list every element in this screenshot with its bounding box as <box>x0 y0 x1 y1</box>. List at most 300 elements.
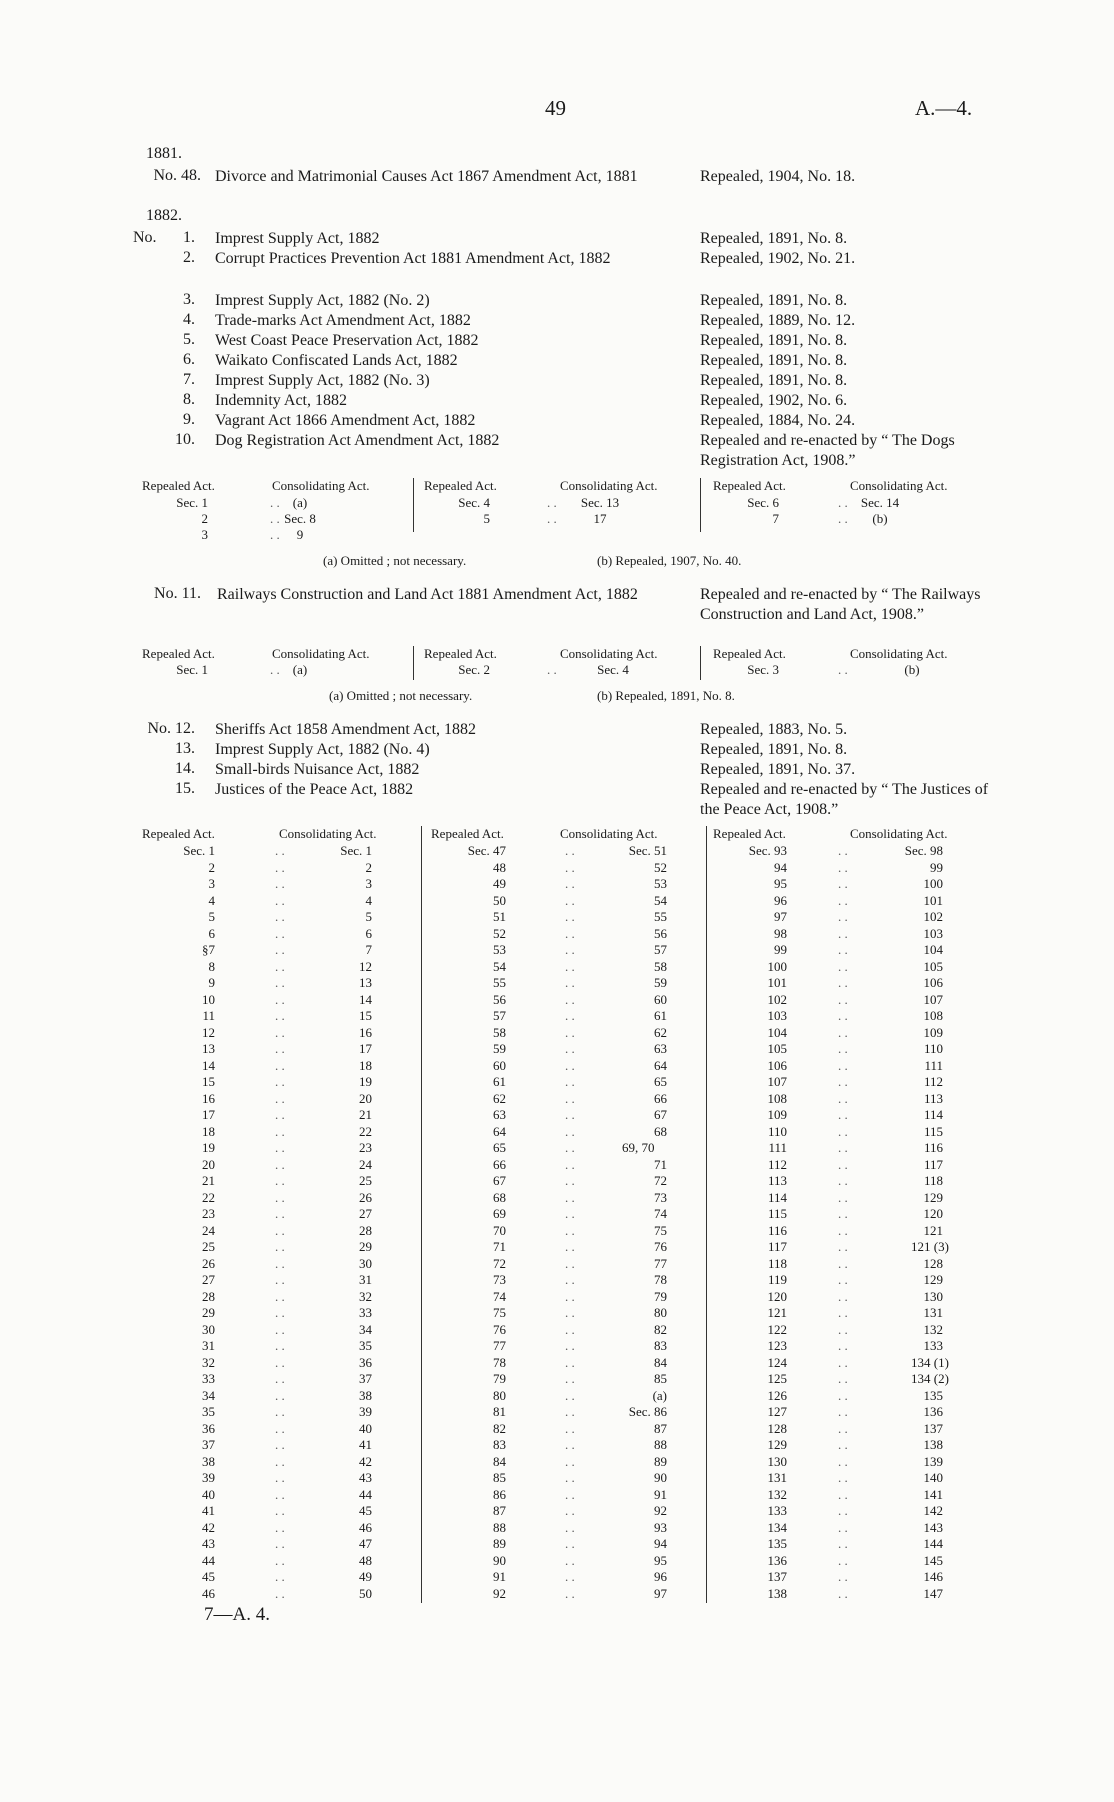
column-divider <box>421 826 422 1603</box>
consolidating-section: 120 <box>923 1206 943 1221</box>
act-status: Repealed, 1891, No. 8. <box>700 292 848 309</box>
leader-dots: . . <box>565 1519 575 1535</box>
consolidating-section: 142 <box>923 1503 943 1518</box>
repealed-section: 61 <box>493 1074 506 1089</box>
repealed-section: 3 <box>201 527 208 542</box>
column-header-consolidating: Consolidating Act. <box>272 646 370 661</box>
repealed-section: 46 <box>202 1585 215 1601</box>
leader-dots: . . <box>838 942 848 957</box>
consolidating-section: 69, 70 <box>622 1140 655 1155</box>
leader-dots: . . <box>565 876 575 891</box>
consolidating-section: 24 <box>359 1156 372 1172</box>
repealed-section: 50 <box>493 892 506 908</box>
consolidating-section: 49 <box>359 1569 372 1584</box>
consolidating-section: 21 <box>359 1107 372 1122</box>
consolidating-section: 55 <box>654 909 667 924</box>
leader-dots: . . <box>275 1536 285 1551</box>
leader-dots: . . <box>270 527 280 542</box>
repealed-section: 107 <box>767 1074 787 1089</box>
repealed-section: 134 <box>767 1519 787 1535</box>
consolidating-section: Sec. 14 <box>860 495 900 510</box>
repealed-section: 105 <box>767 1041 787 1056</box>
repealed-section: Sec. 4 <box>458 495 490 510</box>
repealed-section: 91 <box>493 1569 506 1584</box>
leader-dots: . . <box>838 1288 848 1304</box>
leader-dots: . . <box>565 1074 575 1089</box>
leader-dots: . . <box>565 1140 575 1155</box>
consolidating-section: 97 <box>654 1585 667 1601</box>
consolidating-section: 89 <box>654 1453 667 1469</box>
leader-dots: . . <box>275 1140 285 1155</box>
leader-dots: . . <box>838 925 848 941</box>
repealed-section: 58 <box>493 1024 506 1040</box>
consolidating-section: 94 <box>654 1536 667 1551</box>
repealed-section: 86 <box>493 1486 506 1502</box>
leader-dots: . . <box>565 1239 575 1254</box>
leader-dots: . . <box>565 1090 575 1106</box>
repealed-section: 4 <box>208 892 215 908</box>
repealed-section: 7 <box>772 511 779 526</box>
act-number: 14. <box>175 760 195 777</box>
consolidating-section: 46 <box>359 1519 372 1535</box>
leader-dots: . . <box>275 1272 285 1287</box>
repealed-section: 39 <box>202 1470 215 1485</box>
repealed-section: 8 <box>208 958 215 974</box>
leader-dots: . . <box>275 1189 285 1205</box>
act-number: 8. <box>183 391 195 408</box>
leader-dots: . . <box>275 1107 285 1122</box>
repealed-section: 124 <box>767 1354 787 1370</box>
leader-dots: . . <box>565 1387 575 1403</box>
leader-dots: . . <box>275 1437 285 1452</box>
consolidating-section: 112 <box>923 1074 943 1089</box>
consolidating-section: 134 (2) <box>911 1371 949 1386</box>
leader-dots: . . <box>838 1090 848 1106</box>
act-number: 1. <box>183 229 195 246</box>
consolidating-section: 90 <box>654 1470 667 1485</box>
act-status: Repealed, 1891, No. 8. <box>700 372 848 389</box>
consolidating-section: 18 <box>359 1057 372 1073</box>
consolidating-section: 113 <box>923 1090 943 1106</box>
repealed-section: 127 <box>767 1404 787 1419</box>
column-divider <box>413 646 414 680</box>
leader-dots: . . <box>565 1189 575 1205</box>
column-divider <box>413 478 414 532</box>
consolidating-section: 7 <box>365 942 372 957</box>
leader-dots: . . <box>275 1354 285 1370</box>
repealed-section: 55 <box>493 975 506 990</box>
repealed-section: 104 <box>767 1024 787 1040</box>
consolidating-section: 133 <box>923 1338 943 1353</box>
leader-dots: . . <box>565 1437 575 1452</box>
leader-dots: . . <box>838 1519 848 1535</box>
column-header-consolidating: Consolidating Act. <box>850 826 948 841</box>
repealed-section: 131 <box>767 1470 787 1485</box>
leader-dots: . . <box>565 1008 575 1023</box>
consolidating-section: 138 <box>923 1437 943 1452</box>
consolidating-section: 57 <box>654 942 667 957</box>
leader-dots: . . <box>275 1420 285 1436</box>
repealed-section: 49 <box>493 876 506 891</box>
repealed-section: 122 <box>767 1321 787 1337</box>
leader-dots: . . <box>275 975 285 990</box>
consolidating-section: 77 <box>654 1255 667 1271</box>
leader-dots: . . <box>565 1288 575 1304</box>
leader-dots: . . <box>275 1041 285 1056</box>
repealed-section: 45 <box>202 1569 215 1584</box>
leader-dots: . . <box>565 859 575 875</box>
repealed-section: 11 <box>202 1008 215 1023</box>
consolidating-section: 76 <box>654 1239 667 1254</box>
leader-dots: . . <box>275 1321 285 1337</box>
repealed-section: 14 <box>202 1057 215 1073</box>
repealed-section: 80 <box>493 1387 506 1403</box>
consolidating-section: 43 <box>359 1470 372 1485</box>
leader-dots: . . <box>838 1024 848 1040</box>
leader-dots: . . <box>565 1156 575 1172</box>
act-title: Small-birds Nuisance Act, 1882 <box>215 761 420 778</box>
repealed-section: 133 <box>767 1503 787 1518</box>
consolidating-section: 132 <box>923 1321 943 1337</box>
repealed-section: 117 <box>767 1239 787 1254</box>
repealed-section: 24 <box>202 1222 215 1238</box>
repealed-section: 10 <box>202 991 215 1007</box>
leader-dots: . . <box>838 1470 848 1485</box>
leader-dots: . . <box>565 1173 575 1188</box>
repealed-section: 67 <box>493 1173 506 1188</box>
consolidating-section: 116 <box>923 1140 943 1155</box>
column-header-repealed: Repealed Act. <box>424 646 497 661</box>
consolidating-section: 42 <box>359 1453 372 1469</box>
leader-dots: . . <box>275 876 285 891</box>
leader-dots: . . <box>275 1453 285 1469</box>
consolidating-section: 14 <box>359 991 372 1007</box>
leader-dots: . . <box>838 1321 848 1337</box>
consolidating-section: 108 <box>923 1008 943 1023</box>
consolidating-section: 20 <box>359 1090 372 1106</box>
act-status: Repealed, 1891, No. 8. <box>700 230 848 247</box>
consolidating-section: 135 <box>923 1387 943 1403</box>
consolidating-section: 15 <box>359 1008 372 1023</box>
repealed-section: 108 <box>767 1090 787 1106</box>
repealed-section: Sec. 6 <box>747 495 779 510</box>
repealed-section: 77 <box>493 1338 506 1353</box>
consolidating-section: 96 <box>654 1569 667 1584</box>
consolidating-section: 17 <box>359 1041 372 1056</box>
repealed-section: 35 <box>202 1404 215 1419</box>
consolidating-section: 50 <box>359 1585 372 1601</box>
repealed-section: 95 <box>774 876 787 891</box>
leader-dots: . . <box>838 1222 848 1238</box>
leader-dots: . . <box>565 1338 575 1353</box>
year-heading-1881: 1881. <box>146 145 182 162</box>
consolidating-section: 52 <box>654 859 667 875</box>
repealed-section: 34 <box>202 1387 215 1403</box>
repealed-section: 13 <box>202 1041 215 1056</box>
consolidating-section: 107 <box>923 991 943 1007</box>
repealed-section: 89 <box>493 1536 506 1551</box>
repealed-section: 87 <box>493 1503 506 1518</box>
consolidating-section: 74 <box>654 1206 667 1221</box>
leader-dots: . . <box>270 662 280 677</box>
leader-dots: . . <box>275 1387 285 1403</box>
consolidating-section: 141 <box>923 1486 943 1502</box>
leader-dots: . . <box>838 1206 848 1221</box>
leader-dots: . . <box>275 1503 285 1518</box>
leader-dots: . . <box>838 1239 848 1254</box>
repealed-section: 32 <box>202 1354 215 1370</box>
repealed-section: §7 <box>202 942 215 957</box>
act-title: Imprest Supply Act, 1882 (No. 3) <box>215 372 430 389</box>
column-header-repealed: Repealed Act. <box>424 478 497 493</box>
consolidating-section: 16 <box>359 1024 372 1040</box>
consolidating-section: 85 <box>654 1371 667 1386</box>
leader-dots: . . <box>275 1239 285 1254</box>
repealed-section: 123 <box>767 1338 787 1353</box>
leader-dots: . . <box>275 942 285 957</box>
year-heading-1882: 1882. <box>146 207 182 224</box>
act-status: Repealed, 1891, No. 37. <box>700 761 856 778</box>
leader-dots: . . <box>565 1470 575 1485</box>
act-title: Imprest Supply Act, 1882 (No. 2) <box>215 292 430 309</box>
column-header-repealed: Repealed Act. <box>713 478 786 493</box>
leader-dots: . . <box>565 1255 575 1271</box>
act-title: Dog Registration Act Amendment Act, 1882 <box>215 432 500 449</box>
leader-dots: . . <box>565 1569 575 1584</box>
act-number: 10. <box>175 431 195 448</box>
leader-dots: . . <box>565 991 575 1007</box>
repealed-section: 114 <box>767 1189 787 1205</box>
repealed-section: 84 <box>493 1453 506 1469</box>
repealed-section: 99 <box>774 942 787 957</box>
act-title: Corrupt Practices Prevention Act 1881 Amendment Act, 1882 <box>215 250 611 267</box>
leader-dots: . . <box>838 1057 848 1073</box>
repealed-section: 75 <box>493 1305 506 1320</box>
consolidating-section: 146 <box>923 1569 943 1584</box>
repealed-section: 33 <box>202 1371 215 1386</box>
leader-dots: . . <box>565 1536 575 1551</box>
repealed-section: 52 <box>493 925 506 941</box>
leader-dots: . . <box>275 843 285 858</box>
consolidating-section: 29 <box>359 1239 372 1254</box>
act-status: Repealed, 1902, No. 21. <box>700 250 856 267</box>
leader-dots: . . <box>838 511 848 526</box>
repealed-section: 60 <box>493 1057 506 1073</box>
column-header-repealed: Repealed Act. <box>713 826 786 841</box>
leader-dots: . . <box>565 1222 575 1238</box>
leader-dots: . . <box>275 1338 285 1353</box>
repealed-section: 126 <box>767 1387 787 1403</box>
leader-dots: . . <box>838 1338 848 1353</box>
act-title: Justices of the Peace Act, 1882 <box>215 781 414 798</box>
leader-dots: . . <box>838 876 848 891</box>
column-divider <box>700 646 701 680</box>
consolidating-section: 19 <box>359 1074 372 1089</box>
repealed-section: 25 <box>202 1239 215 1254</box>
leader-dots: . . <box>838 1074 848 1089</box>
repealed-section: 22 <box>202 1189 215 1205</box>
consolidating-section: 100 <box>923 876 943 891</box>
consolidating-section: 23 <box>359 1140 372 1155</box>
consolidating-section: 109 <box>923 1024 943 1040</box>
repealed-section: 64 <box>493 1123 506 1139</box>
consolidating-section: 78 <box>654 1272 667 1287</box>
repealed-section: 128 <box>767 1420 787 1436</box>
leader-dots: . . <box>565 1486 575 1502</box>
consolidating-section: 111 <box>924 1057 943 1073</box>
consolidating-section: 105 <box>923 958 943 974</box>
repealed-section: 63 <box>493 1107 506 1122</box>
repealed-section: 72 <box>493 1255 506 1271</box>
repealed-section: 18 <box>202 1123 215 1139</box>
consolidating-section: Sec. 13 <box>580 495 620 510</box>
repealed-section: 42 <box>202 1519 215 1535</box>
repealed-section: 19 <box>202 1140 215 1155</box>
consolidating-section: (b) <box>872 511 888 526</box>
consolidating-section: 137 <box>923 1420 943 1436</box>
repealed-section: 3 <box>208 876 215 891</box>
leader-dots: . . <box>838 1173 848 1188</box>
footnote-a: (a) Omitted ; not necessary. <box>323 553 467 568</box>
repealed-section: 113 <box>767 1173 787 1188</box>
consolidating-section: 4 <box>365 892 372 908</box>
act-status: Repealed, 1891, No. 8. <box>700 741 848 758</box>
consolidating-section: 104 <box>923 942 943 957</box>
consolidating-section: 110 <box>923 1041 943 1056</box>
repealed-section: 92 <box>493 1585 506 1601</box>
leader-dots: . . <box>565 1420 575 1436</box>
act-title: Divorce and Matrimonial Causes Act 1867 Amendment Act, 1881 <box>215 168 638 185</box>
leader-dots: . . <box>565 1057 575 1073</box>
repealed-section: 129 <box>767 1437 787 1452</box>
consolidating-section: 93 <box>654 1519 667 1535</box>
leader-dots: . . <box>838 1140 848 1155</box>
repealed-section: 130 <box>767 1453 787 1469</box>
repealed-section: 118 <box>767 1255 787 1271</box>
leader-dots: . . <box>275 1404 285 1419</box>
repealed-section: 29 <box>202 1305 215 1320</box>
leader-dots: . . <box>565 1107 575 1122</box>
leader-dots: . . <box>565 1041 575 1056</box>
act-number: 2. <box>183 249 195 266</box>
repealed-section: 69 <box>493 1206 506 1221</box>
repealed-section: 9 <box>208 975 215 990</box>
consolidating-section: 145 <box>923 1552 943 1568</box>
repealed-section: 37 <box>202 1437 215 1452</box>
footnote-b: (b) Repealed, 1891, No. 8. <box>597 688 735 703</box>
consolidating-section: 140 <box>923 1470 943 1485</box>
column-header-repealed: Repealed Act. <box>142 478 215 493</box>
leader-dots: . . <box>547 495 557 510</box>
column-header-consolidating: Consolidating Act. <box>279 826 377 841</box>
consolidating-section: 80 <box>654 1305 667 1320</box>
consolidating-section: 37 <box>359 1371 372 1386</box>
leader-dots: . . <box>275 859 285 875</box>
act-number: 13. <box>175 740 195 757</box>
leader-dots: . . <box>838 1536 848 1551</box>
consolidating-section: 115 <box>923 1123 943 1139</box>
act-title: West Coast Peace Preservation Act, 1882 <box>215 332 479 349</box>
leader-dots: . . <box>275 1156 285 1172</box>
repealed-section: 21 <box>202 1173 215 1188</box>
repealed-section: 81 <box>493 1404 506 1419</box>
leader-dots: . . <box>838 843 848 858</box>
consolidating-section: 134 (1) <box>911 1354 949 1370</box>
repealed-section: 120 <box>767 1288 787 1304</box>
consolidating-section: 128 <box>923 1255 943 1271</box>
consolidating-section: 30 <box>359 1255 372 1271</box>
leader-dots: . . <box>838 1503 848 1518</box>
repealed-section: 48 <box>493 859 506 875</box>
consolidating-section: 63 <box>654 1041 667 1056</box>
consolidating-section: 103 <box>923 925 943 941</box>
repealed-section: 65 <box>493 1140 506 1155</box>
consolidating-section: 91 <box>654 1486 667 1502</box>
act-number: 4. <box>183 311 195 328</box>
consolidating-section: 28 <box>359 1222 372 1238</box>
leader-dots: . . <box>838 1552 848 1568</box>
consolidating-section: 56 <box>654 925 667 941</box>
leader-dots: . . <box>275 1057 285 1073</box>
repealed-section: 97 <box>774 909 787 924</box>
repealed-section: 136 <box>767 1552 787 1568</box>
consolidating-section: 32 <box>359 1288 372 1304</box>
consolidating-section: 58 <box>654 958 667 974</box>
consolidating-section: 143 <box>923 1519 943 1535</box>
act-number: 5. <box>183 331 195 348</box>
consolidating-section: 117 <box>923 1156 943 1172</box>
consolidating-section: 33 <box>359 1305 372 1320</box>
act-number: 15. <box>175 780 195 797</box>
column-header-consolidating: Consolidating Act. <box>850 646 948 661</box>
repealed-section: Sec. 93 <box>748 843 787 858</box>
repealed-section: 103 <box>767 1008 787 1023</box>
consolidating-section: 95 <box>654 1552 667 1568</box>
act-status: Repealed, 1904, No. 18. <box>700 168 856 185</box>
leader-dots: . . <box>838 662 848 677</box>
document-reference: A.—4. <box>915 96 973 120</box>
repealed-section: 17 <box>202 1107 215 1122</box>
act-status: Repealed and re-enacted by “ The Justices of the Peace Act, 1908.” <box>700 781 989 818</box>
leader-dots: . . <box>838 1156 848 1172</box>
leader-dots: . . <box>275 1222 285 1238</box>
consolidating-section: 84 <box>654 1354 667 1370</box>
consolidating-section: 102 <box>923 909 943 924</box>
consolidating-section: 12 <box>359 958 372 974</box>
leader-dots: . . <box>275 892 285 908</box>
consolidating-section: 27 <box>359 1206 372 1221</box>
repealed-section: 44 <box>202 1552 215 1568</box>
consolidating-section: 114 <box>923 1107 943 1122</box>
consolidating-section: (a) <box>292 662 308 677</box>
leader-dots: . . <box>838 1371 848 1386</box>
leader-dots: . . <box>565 1272 575 1287</box>
consolidating-section: 66 <box>654 1090 667 1106</box>
consolidating-section: 6 <box>365 925 372 941</box>
consolidating-section: (a) <box>292 495 308 510</box>
leader-dots: . . <box>275 1206 285 1221</box>
consolidating-section: 99 <box>930 859 943 875</box>
consolidating-section: 88 <box>654 1437 667 1452</box>
consolidating-section: 144 <box>923 1536 943 1551</box>
repealed-section: 106 <box>767 1057 787 1073</box>
repealed-section: 98 <box>774 925 787 941</box>
repealed-section: 27 <box>202 1272 215 1287</box>
leader-dots: . . <box>838 1305 848 1320</box>
repealed-section: 57 <box>493 1008 506 1023</box>
consolidating-section: 64 <box>654 1057 667 1073</box>
leader-dots: . . <box>275 1123 285 1139</box>
